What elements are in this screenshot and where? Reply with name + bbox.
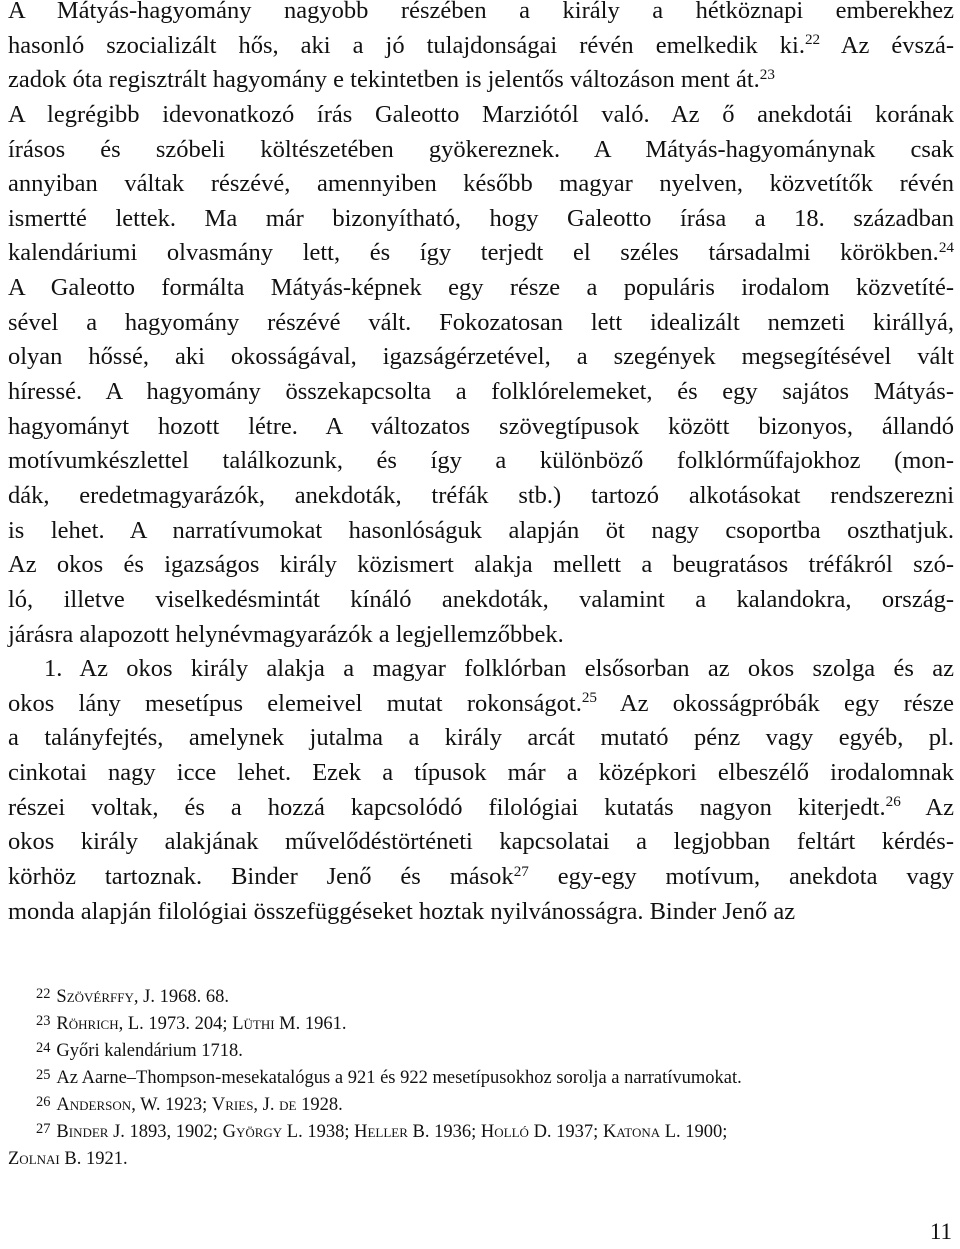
footnote-text: M. 1961. (274, 1014, 347, 1034)
text-run: dák, eredetmagyarázók, anekdoták, tréfák stb.) tartozó alkotásokat rendszerezni (8, 481, 954, 509)
text-line (8, 202, 954, 237)
text-run: annyiban váltak részévé, amennyiben később magyar nyelven, közvetítők révén (8, 170, 954, 198)
text-run: monda alapján filológiai összefüggéseket hoztak nyilvánosságra. Binder Jenő az (8, 897, 796, 925)
author-name: Anderson (56, 1095, 132, 1115)
text-run: cinkotai nagy icce lehet. Ezek a típusok már a középkori elbeszélő irodalomnak (8, 759, 954, 787)
author-name: Zolnai (8, 1149, 60, 1169)
footnote-text: , W. 1923; (131, 1095, 212, 1115)
footnote-text: L. 1900; (660, 1122, 728, 1142)
text-line (8, 0, 954, 29)
text-line (8, 98, 954, 133)
footnote-number: 26 (36, 1093, 51, 1110)
text-run: írásos és szóbeli költészetében gyökereznek. A Mátyás-hagyománynak csak (8, 135, 954, 163)
footnote (8, 1119, 954, 1146)
text-run: kalendáriumi olvasmány lett, és így terjedt el széles társadalmi körökben. (8, 239, 939, 267)
text-run: híressé. A hagyomány összekapcsolta a folklórelemeket, és egy sajátos Mátyás- (8, 378, 954, 406)
text-run: részei voltak, és a hozzá kapcsolódó filológiai kutatás nagyon kiterjedt. (8, 793, 886, 821)
text-line (8, 63, 954, 98)
author-name: Röhrich (56, 1014, 119, 1034)
text-line (8, 825, 954, 860)
footnote (8, 1038, 954, 1065)
text-line (8, 652, 954, 687)
text-line (8, 548, 954, 583)
body-text (8, 0, 954, 929)
text-line (8, 583, 954, 618)
footnote-number: 27 (36, 1120, 51, 1137)
text-run: Az évszá- (820, 31, 954, 59)
author-name: Holló (480, 1122, 529, 1142)
text-line (8, 756, 954, 791)
text-run: okos király alakjának művelődéstörténeti kapcsolatai a legjobban feltárt kérdés- (8, 828, 954, 856)
text-line (8, 167, 954, 202)
author-name: Binder (56, 1122, 109, 1142)
text-run: okos lány mesetípus elemeivel mutat rokonságot. (8, 689, 582, 717)
author-name: Vries (211, 1095, 254, 1115)
text-line (8, 687, 954, 722)
text-run: a talányfejtés, amelynek jutalma a király arcát mutató pénz vagy egyéb, pl. (8, 724, 954, 752)
text-line (8, 895, 954, 930)
footnote-text: 1928. (296, 1095, 343, 1115)
text-run: sével a hagyomány részévé vált. Fokozatosan lett idealizált nemzeti királlyá, (8, 308, 954, 336)
text-run: A Mátyás-hagyomány nagyobb részében a király a hétköznapi emberekhez (8, 0, 954, 24)
footnote-text: Az Aarne–Thompson-mesekatalógus a 921 és 922 mesetípusokhoz sorolja a narratívumokat. (56, 1068, 742, 1088)
text-run: hagyományt hozott létre. A változatos szövegtípusok között bizonyos, állandó (8, 412, 954, 440)
text-line (8, 29, 954, 64)
footnote-ref: 27 (513, 862, 529, 880)
footnote-text: D. 1937; (528, 1122, 603, 1142)
footnote-text: B. 1921. (59, 1149, 128, 1169)
text-run: A legrégibb idevonatkozó írás Galeotto Marziótól való. Az ő anekdotái korának (8, 100, 954, 128)
footnote (8, 1146, 954, 1173)
author-name: Lüthi (232, 1014, 275, 1034)
text-run: olyan hőssé, aki okosságával, igazságérzetével, a szegények megsegítésével vált (8, 343, 954, 371)
footnote-text: , J. 1968. 68. (133, 987, 229, 1007)
text-line (8, 271, 954, 306)
text-run: zadok óta regisztrált hagyomány e tekintetben is jelentős változáson ment át. (8, 66, 760, 94)
footnote-ref: 25 (581, 689, 598, 707)
footnote-text: , J. (253, 1095, 280, 1115)
footnote-number: 22 (36, 985, 51, 1002)
footnote (8, 1011, 954, 1038)
text-line (8, 618, 954, 653)
footnote-ref: 23 (759, 65, 775, 83)
text-run: Az okos és igazságos király közismert alakja mellett a beugratásos tréfákról szó- (8, 551, 954, 579)
footnote-ref: 22 (804, 31, 821, 49)
footnote-text: Győri kalendárium 1718. (56, 1041, 243, 1061)
text-line (8, 133, 954, 168)
footnote-ref: 24 (938, 239, 954, 257)
text-line (8, 306, 954, 341)
text-line (8, 721, 954, 756)
footnote-text: B. 1936; (407, 1122, 481, 1142)
text-line (8, 444, 954, 479)
author-name: Heller (354, 1122, 408, 1142)
text-line (8, 410, 954, 445)
text-line (8, 375, 954, 410)
footnote (8, 984, 954, 1011)
footnote-number: 24 (36, 1039, 51, 1056)
text-run: A Galeotto formálta Mátyás-képnek egy része a populáris irodalom közvetíté- (8, 274, 954, 302)
text-run: ismertté lettek. Ma már bizonyítható, hogy Galeotto írása a 18. században (8, 204, 954, 232)
text-line (8, 860, 954, 895)
text-run: motívumkészlettel találkozunk, és így a különböző folklórműfajokhoz (mon- (8, 447, 954, 475)
footnote-text: L. 1938; (282, 1122, 355, 1142)
author-name: Szövérffy (56, 987, 134, 1007)
text-run: 1. Az okos király alakja a magyar folklórban elsősorban az okos szolga és az (44, 655, 954, 683)
footnote-text: J. 1893, 1902; (108, 1122, 223, 1142)
footnote-text: , L. 1973. 204; (118, 1014, 233, 1034)
text-run: egy-egy motívum, anekdota vagy (528, 863, 954, 891)
text-run: körhöz tartoznak. Binder Jenő és mások (8, 863, 514, 891)
footnotes (8, 984, 954, 1173)
author-name: György (222, 1122, 283, 1142)
text-run: Az okosságpróbák egy része (597, 689, 954, 717)
footnote-ref: 26 (885, 793, 901, 811)
text-run: ló, illetve viselkedésmintát kínáló anekdoták, valamint a kalandokra, ország- (8, 585, 954, 613)
text-line (8, 514, 954, 549)
footnote-number: 25 (36, 1066, 51, 1083)
text-run: is lehet. A narratívumokat hasonlóságuk alapján öt nagy csoportba oszthatjuk. (8, 516, 954, 544)
text-line (8, 791, 954, 826)
text-line (8, 236, 954, 271)
footnote (8, 1065, 954, 1092)
text-line (8, 340, 954, 375)
author-name: Katona (602, 1122, 661, 1142)
footnote-number: 23 (36, 1012, 51, 1029)
text-run: hasonló szocializált hős, aki a jó tulajdonságai révén emelkedik ki. (8, 31, 805, 59)
footnote (8, 1092, 954, 1119)
author-name: de (279, 1095, 297, 1115)
text-run: járásra alapozott helynévmagyarázók a legjellemzőbbek. (8, 620, 564, 648)
text-run: Az (900, 793, 954, 821)
page-number: 11 (929, 1219, 952, 1244)
text-line (8, 479, 954, 514)
